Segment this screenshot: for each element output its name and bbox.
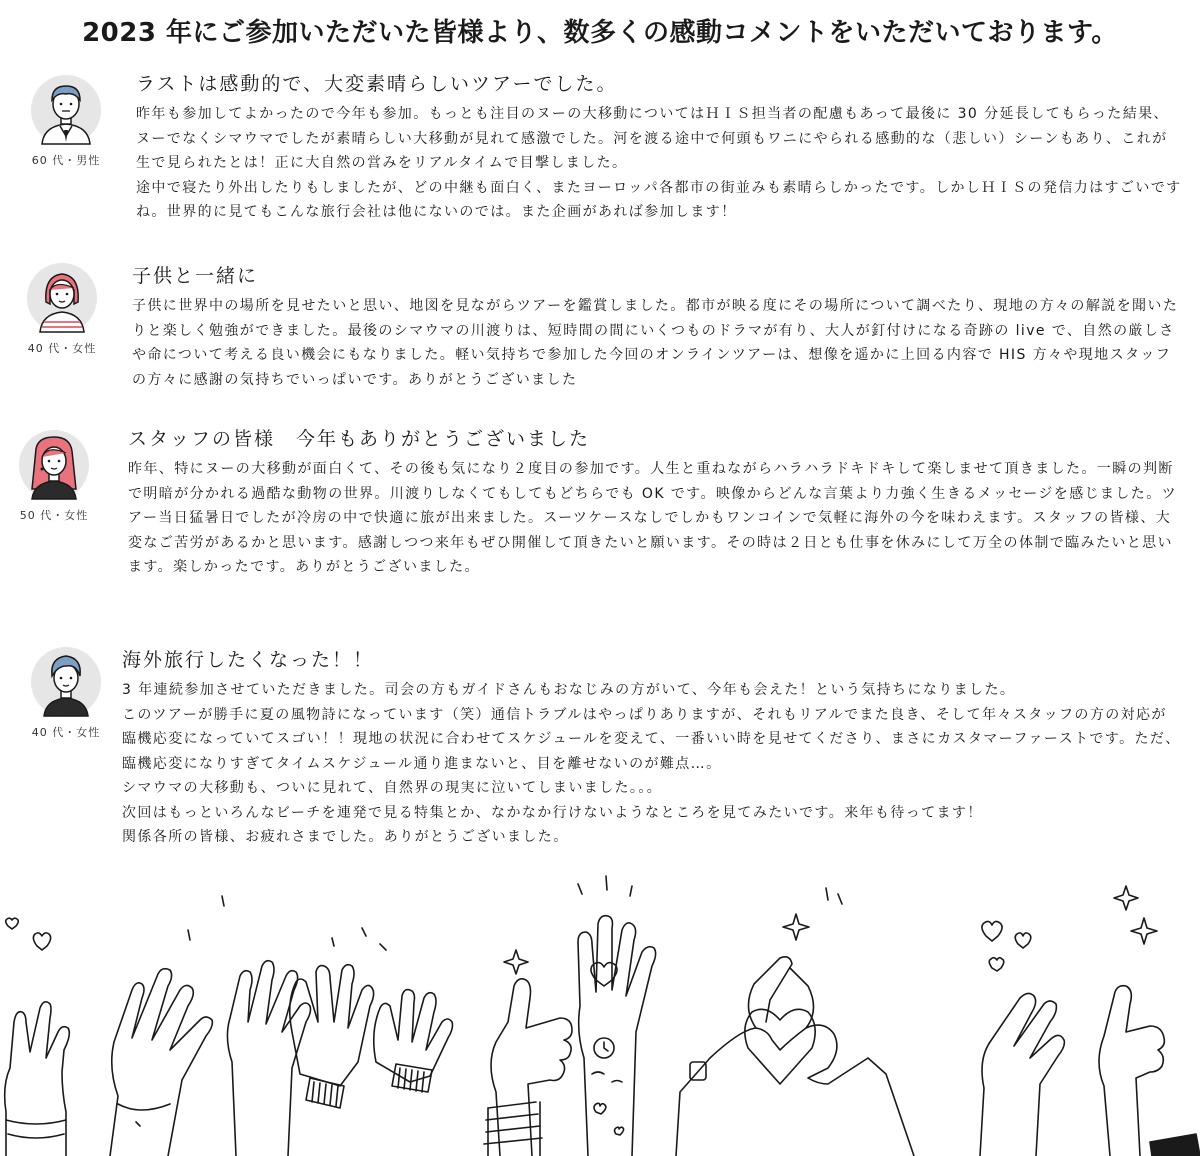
reviewer-age-gender: 60 代・男性 (31, 154, 101, 167)
reviewer-profile (12, 262, 112, 356)
reviewer-age-gender: 40 代・女性 (31, 726, 101, 739)
sparkle-icon (504, 950, 528, 974)
testimonial-title: スタッフの皆様 今年もありがとうございました (128, 428, 591, 450)
heart-icon (982, 921, 1002, 941)
sparkle-icon (1131, 918, 1157, 944)
testimonial-paragraph: 次回はもっといろんなビーチを連発で見る特集とか、なかなか行けないようなところを見てみたいです。来年も待ってます！ (122, 804, 983, 821)
sparkle-icon (1114, 886, 1138, 910)
testimonial-content (128, 425, 1182, 580)
testimonial-title: 子供と一緒に (132, 265, 259, 287)
testimonial-body (136, 102, 1182, 225)
raised-hands-illustration (0, 872, 1200, 1156)
testimonial-paragraph: このツアーが勝手に夏の風物詩になっています（笑）通信トラブルはやっぱりありますが、それもリアルでまた良き、そして年々スタッフの方の対応が臨機応変になっていてスゴい！！現地の状況に合わせてスケジュールを変えて、一番いい時を見せてくださり、まさにカスタマーファーストです。ただ、臨機応変になりすぎてタイムスケジュール通り進まないと、目を離せないのが難点…。 (122, 706, 1181, 772)
sparkle-icon (783, 914, 809, 940)
heart-icon (33, 933, 50, 950)
heart-icon (1015, 933, 1031, 948)
woman-avatar-icon (18, 429, 90, 501)
testimonial-paragraph: 昨年も参加してよかったので今年も参加。もっとも注目のヌーの大移動についてはＨＩＳ担当者の配慮もあって最後に 30 分延長してもらった結果、ヌーでなくシマウマでしたが素晴らしい大移動が見れて感激でした。河を渡る途中で何頭もワニにやられる感動的な（悲しい）シーンもあり、これが生で見られたとは！正に大自然の営みをリアルタイムで目撃しました。 (136, 106, 1169, 171)
heart-icon (989, 958, 1004, 971)
heart-icon (6, 918, 19, 929)
reviewer-age-gender: 50 代・女性 (19, 509, 89, 522)
testimonial-title: 海外旅行したくなった！！ (122, 649, 375, 671)
reviewer-profile (16, 74, 116, 168)
testimonial-paragraph: シマウマの大移動も、ついに見れて、自然界の現実に泣いてしまいました。。。 (122, 780, 663, 796)
testimonial-paragraph: 3 年連続参加させていただきました。司会の方もガイドさんもおなじみの方がいて、今年も会えた！という気持ちになりました。 (122, 682, 1016, 698)
reviewer-age-gender: 40 代・女性 (27, 342, 97, 355)
testimonial-title: ラストは感動的で、大変素晴らしいツアーでした。 (136, 73, 618, 95)
testimonial-paragraph: 子供に世界中の場所を見せたいと思い、地図を見ながらツアーを鑑賞しました。都市が映る度にその場所について調べたり、現地の方々の解説を聞いたりと楽しく勉強ができました。最後のシマウマの川渡りは、短時間の間にいくつものドラマが有り、大人が釘付けになる奇跡の live で、自然の厳しさや命について考える良い機会にもなりました。軽い気持ちで参加した今回のオンラインツアーは、想像を遥かに上回る内容で HIS 方々や現地スタッフの方々に感謝の気持ちでいっぱいです。ありがとうございました (132, 298, 1179, 388)
woman-avatar-icon (30, 646, 102, 718)
testimonial-body (128, 457, 1182, 580)
woman-avatar-icon (26, 262, 98, 334)
man-avatar-icon (30, 74, 102, 146)
testimonial-paragraph: 昨年、特にヌーの大移動が面白くて、その後も気になり２度目の参加です。人生と重ねながらハラハラドキドキして楽しませて頂きました。一瞬の判断で明暗が分かれる過酷な動物の世界。川渡りしなくてもしてもどちらでも OK です。映像からどんな言葉より力強く生きるメッセージを感じました。ツアー当日猛暑日でしたが冷房の中で快適に旅が出来ました。スーツケースなしでしかもワンコインで気軽に海外の今を味わえます。スタッフの皆様、大変なご苦労があるかと思います。感謝しつつ来年もぜひ開催して頂きたいと願います。その時は２日とも仕事を休みにして万全の体制で臨みたいと思います。楽しかったです。ありがとうございました。 (128, 461, 1177, 575)
testimonial-body (122, 678, 1182, 850)
testimonial-content (132, 262, 1182, 392)
testimonial-paragraph: 関係各所の皆様、お疲れさまでした。ありがとうございました。 (122, 829, 569, 845)
reviewer-profile (16, 646, 116, 740)
reviewer-profile (4, 429, 104, 523)
testimonial-body (132, 294, 1182, 392)
page-heading: 2023 年にご参加いただいた皆様より、数多くの感動コメントをいただいております。 (82, 18, 1118, 48)
testimonial-paragraph: 途中で寝たり外出したりもしましたが、どの中継も面白く、またヨーロッパ各都市の街並みも素晴らしかったです。しかしＨＩＳの発信力はすごいですね。世界的に見てもこんな旅行会社は他にないのでは。また企画があれば参加します！ (136, 179, 1182, 220)
testimonial-content (122, 646, 1182, 850)
testimonial-content (136, 70, 1182, 225)
